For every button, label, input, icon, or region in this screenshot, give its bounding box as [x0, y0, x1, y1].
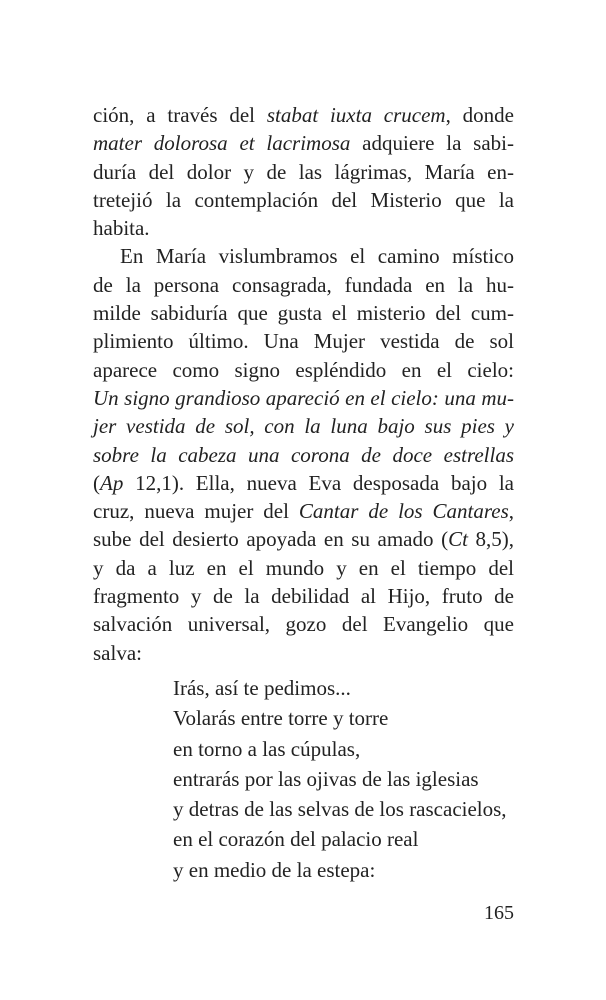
- text-line: [93, 214, 514, 242]
- text-segment: y da a luz en el mundo y en el tiempo del: [93, 555, 514, 580]
- text-segment: de la persona consagrada, fundada en la hu-: [93, 272, 514, 297]
- text-segment: 12,1). Ella, nueva Eva desposada bajo la: [123, 470, 514, 495]
- text-line: [93, 186, 514, 214]
- page-number: 165: [484, 902, 514, 924]
- text-segment: (: [93, 470, 100, 495]
- italic-text: Cantar de los Cantares: [298, 499, 509, 524]
- text-segment: En María vislumbramos el camino místico: [120, 244, 514, 269]
- text-line: [93, 242, 514, 270]
- italic-text: sobre la cabeza una corona de doce estrellas: [93, 442, 514, 467]
- italic-text: jer vestida de sol, con la luna bajo sus pies y: [93, 414, 514, 439]
- italic-text: stabat iuxta crucem: [266, 103, 446, 127]
- poem-line: y en medio de la estepa:: [173, 857, 376, 882]
- text-line: [93, 441, 514, 469]
- text-segment: salva:: [93, 640, 142, 665]
- text-segment: duría del dolor y de las lágrimas, María en-: [93, 159, 514, 184]
- text-line: [93, 384, 514, 412]
- poem-line: Irás, así te pedimos...: [173, 676, 351, 700]
- text-segment: 8,5),: [467, 527, 514, 552]
- text-segment: , donde: [445, 103, 514, 127]
- text-line: [93, 610, 514, 638]
- poem-line: entrarás por las ojivas de las iglesias: [173, 766, 479, 791]
- text-segment: habita.: [93, 216, 150, 241]
- body-text: [93, 101, 514, 667]
- text-line: [93, 271, 514, 299]
- text-line: [93, 525, 514, 553]
- poem-line: en el corazón del palacio real: [173, 827, 419, 852]
- text-line: [93, 158, 514, 186]
- text-line: [93, 639, 514, 667]
- text-line: [93, 554, 514, 582]
- text-segment: plimiento último. Una Mujer vestida de sol: [93, 329, 514, 354]
- italic-text: Ap: [100, 470, 124, 495]
- italic-text: Un signo grandioso apareció en el cielo: una mu-: [93, 385, 514, 410]
- poem-quote: [173, 673, 533, 885]
- text-segment: salvación universal, gozo del Evangelio que: [93, 612, 514, 637]
- italic-text: Ct: [448, 527, 468, 552]
- text-segment: aparece como signo espléndido en el cielo:: [93, 357, 514, 382]
- text-segment: milde sabiduría que gusta el misterio del cum-: [93, 301, 514, 326]
- poem-line: y detras de las selvas de los rascacielos,: [173, 797, 507, 822]
- text-line: [93, 356, 514, 384]
- text-segment: adquiere la sabi-: [350, 131, 514, 156]
- text-line: [93, 469, 514, 497]
- text-line: [93, 299, 514, 327]
- text-segment: ción, a través del: [93, 103, 267, 127]
- italic-text: mater dolorosa et lacrimosa: [93, 131, 351, 156]
- text-segment: ,: [508, 499, 514, 524]
- text-segment: fragmento y de la debilidad al Hijo, fruto de: [93, 584, 514, 609]
- text-line: [93, 497, 514, 525]
- text-segment: cruz, nueva mujer del: [93, 499, 299, 524]
- text-segment: sube del desierto apoyada en su amado (: [93, 527, 449, 552]
- text-segment: tretejió la contemplación del Misterio que la: [93, 187, 514, 212]
- text-line: [93, 129, 514, 157]
- text-line: [93, 101, 514, 129]
- text-line: [93, 582, 514, 610]
- text-line: [93, 327, 514, 355]
- text-line: [93, 412, 514, 440]
- poem-line: Volarás entre torre y torre: [173, 706, 389, 731]
- poem-line: en torno a las cúpulas,: [173, 736, 361, 761]
